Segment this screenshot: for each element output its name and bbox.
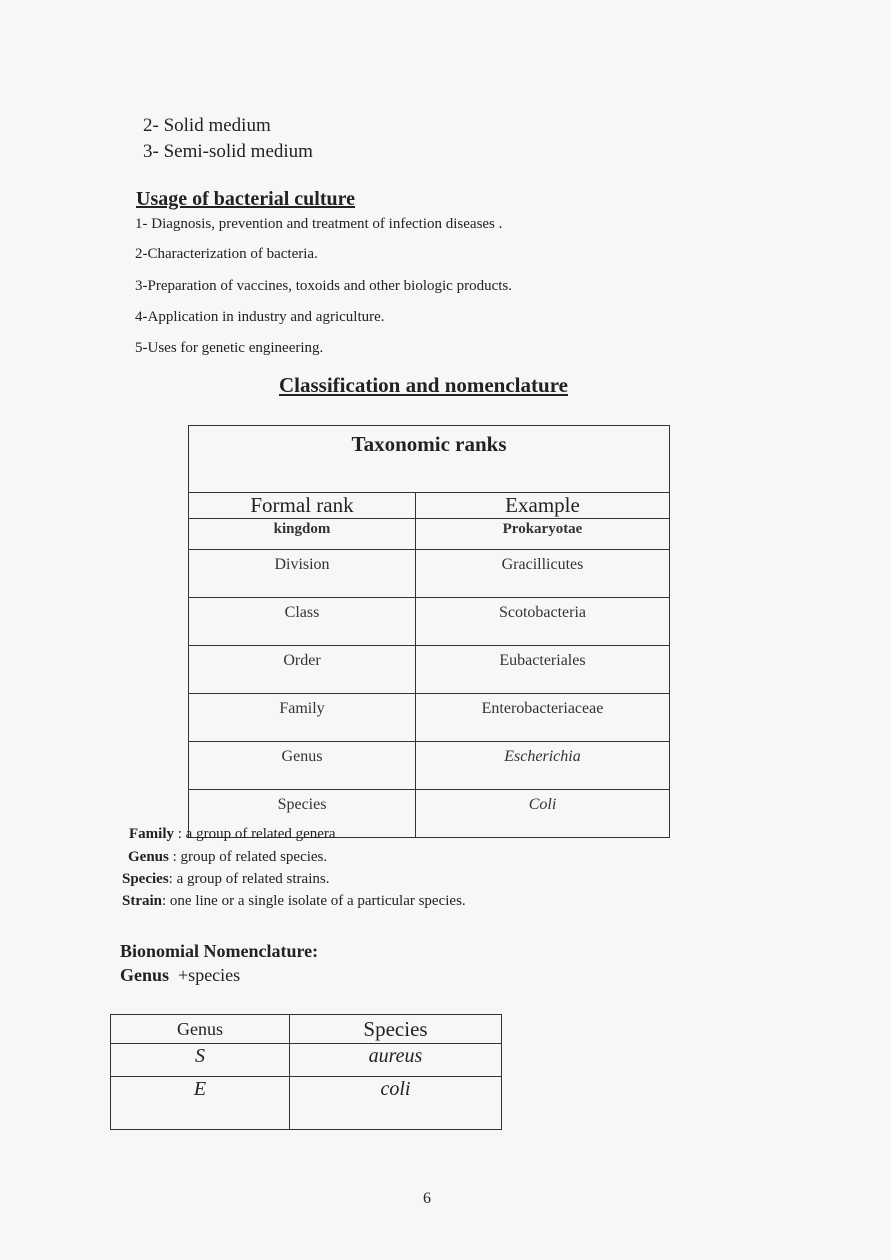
- table-row: [189, 598, 670, 646]
- medium-item: 2- Solid medium: [143, 115, 271, 136]
- table-row: [189, 550, 670, 598]
- page-number: 6: [423, 1190, 431, 1207]
- genus-cell: S: [111, 1044, 290, 1077]
- usage-item: 2-Characterization of bacteria.: [135, 246, 318, 262]
- binomial-title: Bionomial Nomenclature:: [120, 941, 319, 961]
- definition-term: Genus: [128, 849, 169, 865]
- rank-cell: Class: [189, 598, 416, 646]
- column-header-formal-rank: Formal rank: [189, 493, 416, 519]
- example-cell: Coli: [416, 790, 670, 838]
- example-cell: Enterobacteriaceae: [416, 694, 670, 742]
- species-cell: coli: [290, 1077, 502, 1130]
- usage-item: 5-Uses for genetic engineering.: [135, 340, 324, 356]
- column-header-genus: Genus: [111, 1015, 290, 1044]
- rank-cell: Genus: [189, 742, 416, 790]
- usage-item: 3-Preparation of vaccines, toxoids and other biologic products.: [135, 278, 512, 294]
- binomial-genus: Genus: [120, 965, 170, 985]
- rank-cell: Order: [189, 646, 416, 694]
- classification-heading: Classification and nomenclature: [279, 373, 568, 397]
- species-cell: aureus: [290, 1044, 502, 1077]
- column-header-example: Example: [416, 493, 670, 519]
- medium-item: 3- Semi-solid medium: [143, 141, 313, 162]
- usage-item: 1- Diagnosis, prevention and treatment of infection diseases .: [135, 216, 503, 232]
- table-row: [189, 742, 670, 790]
- definition-term: Family: [129, 826, 174, 842]
- table-row: [111, 1077, 502, 1130]
- usage-item: 4-Application in industry and agriculture.: [135, 309, 385, 325]
- definition-term: Strain: [122, 893, 163, 909]
- taxonomy-caption: Taxonomic ranks: [189, 426, 670, 493]
- genus-cell: E: [111, 1077, 290, 1130]
- table-row: [189, 694, 670, 742]
- table-row: [189, 646, 670, 694]
- definition-text: : one line or a single isolate of a particular species.: [162, 893, 466, 909]
- example-cell: Prokaryotae: [416, 519, 670, 550]
- example-cell: Eubacteriales: [416, 646, 670, 694]
- genus-species-table: [110, 1014, 502, 1130]
- rank-cell: Division: [189, 550, 416, 598]
- column-header-species: Species: [290, 1015, 502, 1044]
- table-row: [189, 519, 670, 550]
- binomial-species: +species: [169, 965, 241, 985]
- definition-strain: [122, 893, 466, 910]
- taxonomy-table: [188, 425, 670, 838]
- example-cell: Scotobacteria: [416, 598, 670, 646]
- definition-genus: [128, 849, 327, 866]
- rank-cell: Family: [189, 694, 416, 742]
- rank-cell: kingdom: [189, 519, 416, 550]
- example-cell: Gracillicutes: [416, 550, 670, 598]
- definition-term: Species: [122, 871, 169, 887]
- definition-species: [122, 871, 329, 888]
- definition-text: : a group of related genera: [174, 826, 336, 842]
- example-cell: Escherichia: [416, 742, 670, 790]
- table-row: [111, 1044, 502, 1077]
- usage-heading: Usage of bacterial culture: [136, 188, 356, 210]
- definition-text: : group of related species.: [168, 849, 328, 865]
- rank-cell: Species: [189, 790, 416, 838]
- binomial-formula: [120, 965, 240, 986]
- definition-text: : a group of related strains.: [168, 871, 330, 887]
- definition-family: [129, 826, 336, 843]
